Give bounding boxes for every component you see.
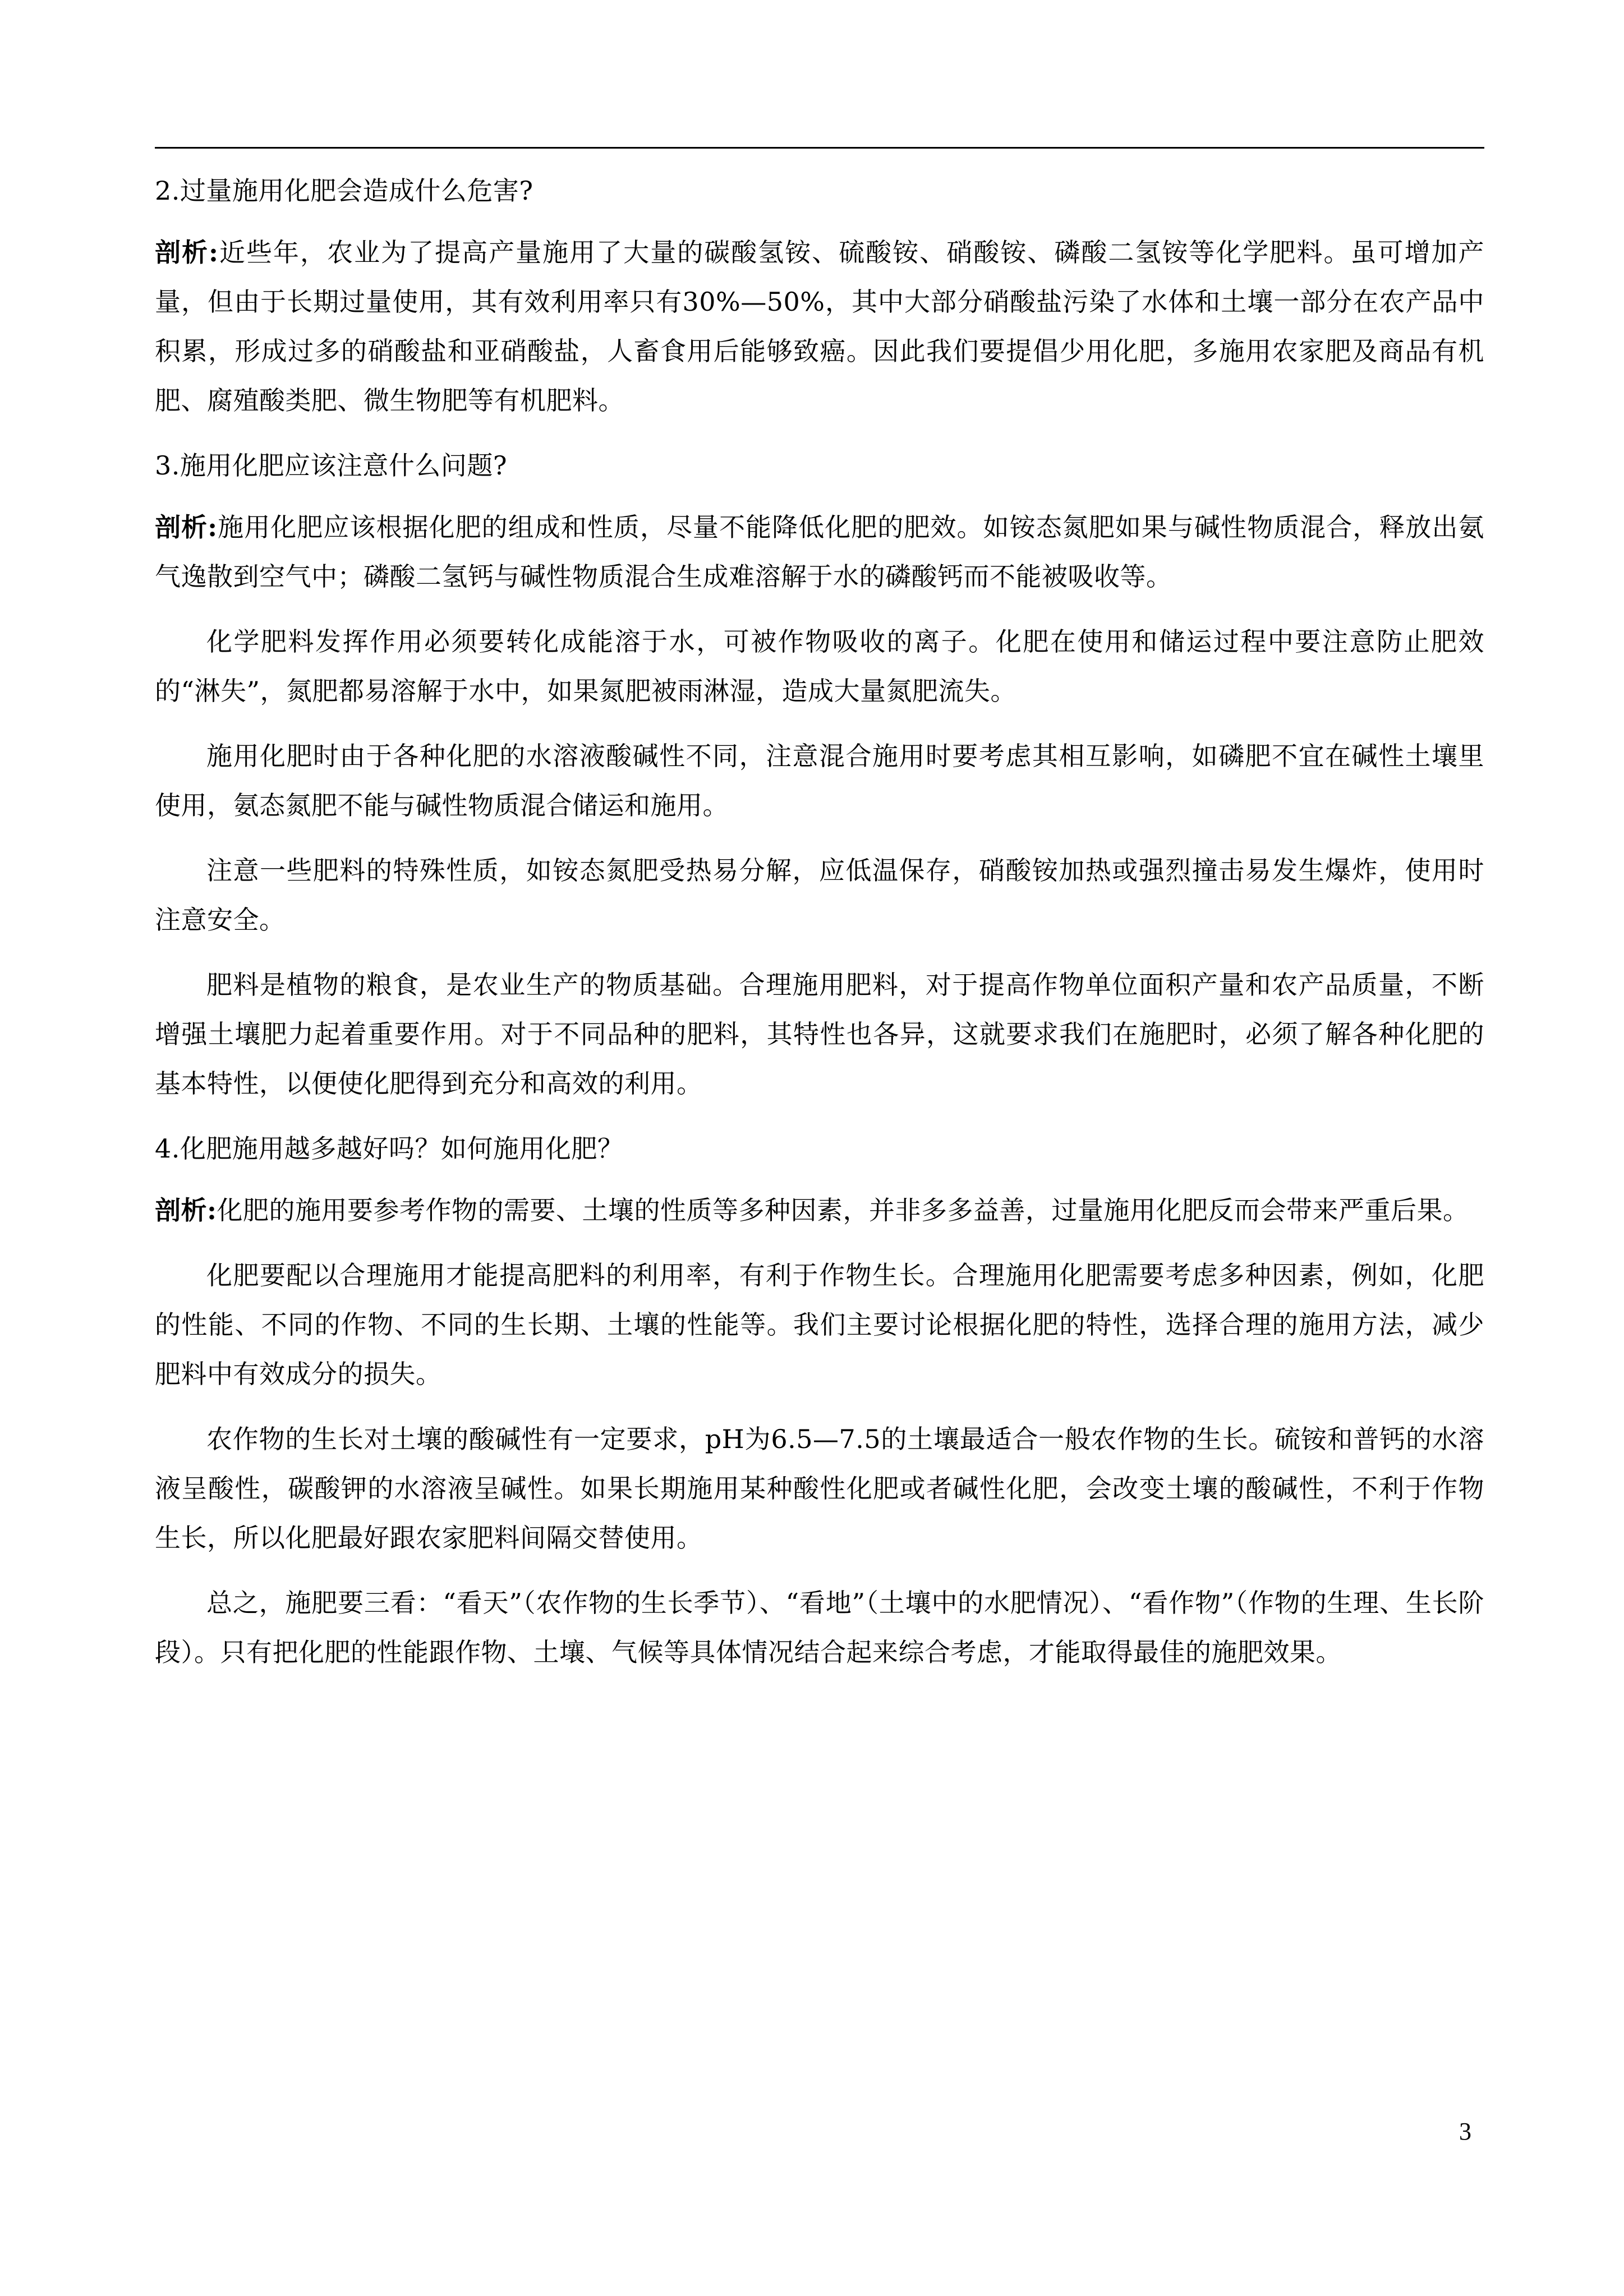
question-2-heading: 2.过量施用化肥会造成什么危害? — [155, 176, 533, 206]
analysis-label: 剖析: — [155, 1195, 217, 1225]
question-4-heading: 4.化肥施用越多越好吗？如何施用化肥？ — [155, 1133, 624, 1164]
paragraph: 化学肥料发挥作用必须要转化成能溶于水，可被作物吸收的离子。化肥在使用和储运过程中要注意防止肥效的“淋失”，氮肥都易溶解于水中，如果氮肥被雨淋湿，造成大量氮肥流失。 — [155, 626, 1484, 706]
page-number: 3 — [1459, 2118, 1471, 2145]
header-rule — [155, 147, 1484, 149]
analysis-label: 剖析: — [155, 512, 218, 542]
question-4-analysis — [155, 1186, 1484, 1235]
analysis-text: 化肥的施用要参考作物的需要、土壤的性质等多种因素，并非多多益善，过量施用化肥反而会带来严重后果。 — [217, 1195, 1469, 1225]
paragraph: 化肥要配以合理施用才能提高肥料的利用率，有利于作物生长。合理施用化肥需要考虑多种因素，例如，化肥的性能、不同的作物、不同的生长期、土壤的性能等。我们主要讨论根据化肥的特性，选择合理的施用方法，减少肥料中有效成分的损失。 — [155, 1260, 1484, 1389]
paragraph: 注意一些肥料的特殊性质，如铵态氮肥受热易分解，应低温保存，硝酸铵加热或强烈撞击易发生爆炸，使用时注意安全。 — [155, 855, 1484, 935]
analysis-label: 剖析: — [155, 237, 219, 268]
paragraph: 施用化肥时由于各种化肥的水溶液酸碱性不同，注意混合施用时要考虑其相互影响，如磷肥不宜在碱性土壤里使用，氨态氮肥不能与碱性物质混合储运和施用。 — [155, 741, 1484, 820]
paragraph: 农作物的生长对土壤的酸碱性有一定要求，pH为6.5—7.5的土壤最适合一般农作物的生长。硫铵和普钙的水溶液呈酸性，碳酸钾的水溶液呈碱性。如果长期施用某种酸性化肥或者碱性化肥，会改变土壤的酸碱性，不利于作物生长，所以化肥最好跟农家肥料间隔交替使用。 — [155, 1424, 1484, 1553]
question-3-analysis — [155, 502, 1484, 601]
analysis-text: 近些年，农业为了提高产量施用了大量的碳酸氢铵、硫酸铵、硝酸铵、磷酸二氢铵等化学肥料。虽可增加产量，但由于长期过量使用，其有效利用率只有30%—50%，其中大部分硝酸盐污染了水体和土壤一部分在农产品中积累，形成过多的硝酸盐和亚硝酸盐，人畜食用后能够致癌。因此我们要提倡少用化肥，多施用农家肥及商品有机肥、腐殖酸类肥、微生物肥等有机肥料。 — [155, 237, 1485, 416]
paragraph: 总之，施肥要三看：“看天”（农作物的生长季节）、“看地”（土壤中的水肥情况）、“看作物”（作物的生理、生长阶段）。只有把化肥的性能跟作物、土壤、气候等具体情况结合起来综合考虑，才能取得最佳的施肥效果。 — [155, 1588, 1484, 1667]
question-2-analysis — [155, 228, 1484, 425]
paragraph: 肥料是植物的粮食，是农业生产的物质基础。合理施用肥料，对于提高作物单位面积产量和农产品质量，不断增强土壤肥力起着重要作用。对于不同品种的肥料，其特性也各异，这就要求我们在施肥时，必须了解各种化肥的基本特性，以便使化肥得到充分和高效的利用。 — [155, 970, 1484, 1099]
analysis-text: 施用化肥应该根据化肥的组成和性质，尽量不能降低化肥的肥效。如铵态氮肥如果与碱性物质混合，释放出氨气逸散到空气中；磷酸二氢钙与碱性物质混合生成难溶解于水的磷酸钙而不能被吸收等。 — [155, 512, 1485, 592]
document-body — [155, 166, 1484, 1693]
question-3-heading: 3.施用化肥应该注意什么问题? — [155, 450, 508, 481]
